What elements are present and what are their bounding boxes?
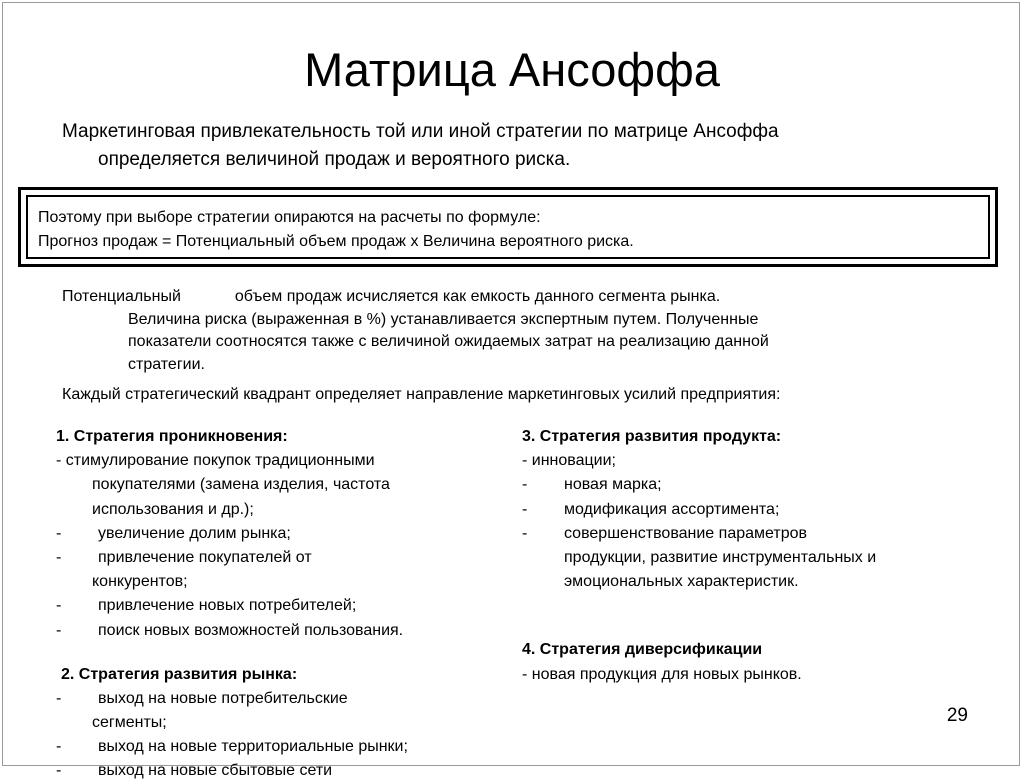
diversification-item-1: - новая продукция для новых рынков. bbox=[522, 665, 802, 683]
intro-line-2: определяется величиной продаж и вероятного риска. bbox=[98, 149, 571, 170]
product-item-3-text: модификация ассортимента; bbox=[564, 500, 780, 518]
product-item-4-text: совершенствование параметров bbox=[564, 524, 807, 542]
penetration-item-2-text: увеличение долим рынка; bbox=[98, 524, 291, 542]
bullet-dash: - bbox=[522, 524, 528, 542]
strategy-penetration-heading: 1. Стратегия проникновения: bbox=[56, 428, 288, 445]
bullet-dash: - bbox=[56, 621, 62, 639]
paragraph-line-1-end: объем продаж исчисляется как емкость данного сегмента рынка. bbox=[234, 288, 721, 305]
intro-text bbox=[62, 118, 962, 174]
bullet-dash: - bbox=[522, 500, 528, 518]
formula-box bbox=[18, 187, 998, 267]
penetration-item-4 bbox=[56, 594, 496, 618]
product-item-2 bbox=[522, 473, 962, 497]
bullet-dash: - bbox=[56, 738, 62, 756]
penetration-item-4-text: привлечение новых потребителей; bbox=[98, 597, 357, 615]
strategy-diversification-heading: 4. Стратегия диверсификации bbox=[522, 641, 763, 659]
penetration-item-1-line-2: покупателями (замена изделия, частота bbox=[92, 476, 390, 494]
penetration-item-2 bbox=[56, 522, 496, 546]
market-item-3-partial bbox=[56, 760, 496, 779]
bullet-dash: - bbox=[56, 690, 62, 708]
product-item-1: - инновации; bbox=[522, 452, 616, 470]
market-item-2 bbox=[56, 735, 496, 759]
penetration-item-3-line-2: конкурентов; bbox=[92, 573, 188, 591]
bullet-dash: - bbox=[56, 597, 62, 615]
product-item-4-line-3: эмоциональных характеристик. bbox=[564, 573, 799, 591]
penetration-item-5 bbox=[56, 619, 496, 643]
product-item-3 bbox=[522, 498, 962, 522]
strategy-product-development-heading: 3. Стратегия развития продукта: bbox=[522, 428, 782, 445]
product-item-4 bbox=[522, 522, 962, 546]
paragraph-line-1-start: Потенциальный bbox=[62, 288, 181, 305]
market-item-2-text: выход на новые территориальные рынки; bbox=[98, 738, 408, 756]
potential-paragraph bbox=[62, 286, 962, 376]
left-strategy-column bbox=[56, 425, 496, 779]
paragraph-line-4: стратегии. bbox=[128, 355, 205, 373]
product-item-4-line-2: продукции, развитие инструментальных и bbox=[564, 549, 877, 567]
right-strategy-column bbox=[522, 425, 962, 687]
page-number: 29 bbox=[946, 705, 968, 726]
bullet-dash: - bbox=[522, 476, 528, 494]
lead-sentence: Каждый стратегический квадрант определяет направление маркетинговых усилий предприятия: bbox=[62, 386, 781, 403]
bullet-dash: - bbox=[56, 524, 62, 542]
paragraph-line-2: Величина риска (выраженная в %) устанавливается экспертным путем. Полученные bbox=[128, 310, 759, 328]
market-item-1 bbox=[56, 687, 496, 711]
penetration-item-1-line-3: использования и др.); bbox=[92, 500, 254, 518]
formula-box-inner-border bbox=[26, 195, 990, 259]
market-item-1-text: выход на новые потребительские bbox=[98, 690, 348, 708]
strategy-market-development-heading: 2. Стратегия развития рынка: bbox=[61, 665, 298, 683]
formula-line-2: Прогноз продаж = Потенциальный объем продаж х Величина вероятного риска. bbox=[38, 233, 634, 250]
market-item-1-line-2: сегменты; bbox=[92, 714, 167, 732]
bullet-dash: - bbox=[56, 761, 62, 779]
penetration-item-1-line-1: - стимулирование покупок традиционными bbox=[56, 452, 375, 470]
intro-line-1: Маркетинговая привлекательность той или иной стратегии по матрице Ансоффа bbox=[62, 121, 779, 142]
slide-title: Матрица Ансоффа bbox=[304, 43, 720, 96]
penetration-item-3-text: привлечение покупателей от bbox=[98, 549, 312, 567]
bullet-dash: - bbox=[56, 549, 62, 567]
paragraph-line-3: показатели соотносятся также с величиной ожидаемых затрат на реализацию данной bbox=[128, 333, 769, 350]
penetration-item-3 bbox=[56, 546, 496, 570]
paragraph-line-1 bbox=[62, 286, 962, 309]
product-item-2-text: новая марка; bbox=[564, 476, 662, 494]
formula-line-1: Поэтому при выборе стратегии опираются на расчеты по формуле: bbox=[38, 209, 541, 226]
market-item-3-text: выход на новые сбытовые сети bbox=[98, 761, 333, 779]
penetration-item-5-text: поиск новых возможностей пользования. bbox=[98, 621, 404, 639]
formula-box-text bbox=[38, 206, 634, 254]
